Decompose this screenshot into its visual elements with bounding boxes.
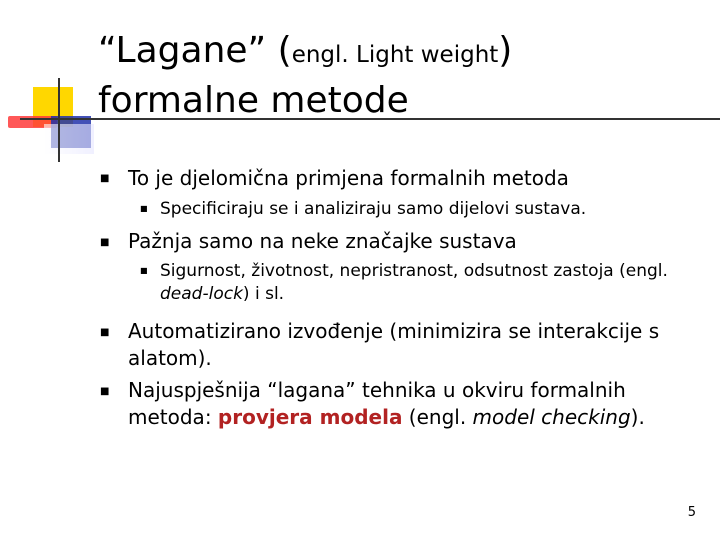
sub-bullet-part3: ) i sl. (242, 284, 285, 304)
sub-bullet-italic: dead-lock (160, 284, 243, 304)
title-part3: ) (498, 30, 513, 71)
square-bullet-icon: ■ (140, 204, 148, 213)
page-number: 5 (687, 505, 696, 520)
bullet-text-line1: Najuspješnija “lagana” tehnika u okviru formalnih (128, 378, 626, 402)
decor-vertical-line (58, 78, 60, 162)
square-bullet-icon: ■ (100, 327, 110, 338)
square-bullet-icon: ■ (140, 266, 148, 275)
bullet-text (128, 377, 698, 431)
slide-title (98, 28, 698, 124)
title-part1: “Lagane” ( (98, 30, 292, 71)
bullet-text-line1: Automatizirano izvođenje (minimizira se interakcije s (128, 319, 660, 343)
title-line2: formalne metode (98, 80, 409, 121)
square-bullet-icon: ■ (100, 386, 110, 397)
sub-bullet-text: Specificiraju se i analiziraju samo dijelovi sustava. (160, 199, 587, 219)
bullet-text: Pažnja samo na neke značajke sustava (128, 229, 517, 253)
bullet-text-line2: alatom). (128, 346, 212, 370)
bullet-text: To je djelomična primjena formalnih metoda (128, 166, 569, 190)
text-segment: ). (630, 405, 645, 429)
bullet-text (128, 318, 698, 372)
square-bullet-icon: ■ (100, 173, 110, 184)
highlight-provjera-modela: provjera modela (217, 405, 403, 429)
text-segment: (engl. (402, 405, 473, 429)
sub-bullet-part1: Sigurnost, životnost, nepristranost, odsutnost zastoja (engl. (160, 261, 668, 281)
bullet-text-line2 (128, 404, 698, 431)
square-bullet-icon: ■ (100, 237, 110, 248)
decor-gradient (44, 124, 94, 154)
text-segment: metoda: (128, 405, 218, 429)
italic-model-checking: model checking (472, 405, 631, 429)
sub-bullet-text (160, 260, 705, 306)
title-part2: engl. Light weight (291, 42, 499, 68)
